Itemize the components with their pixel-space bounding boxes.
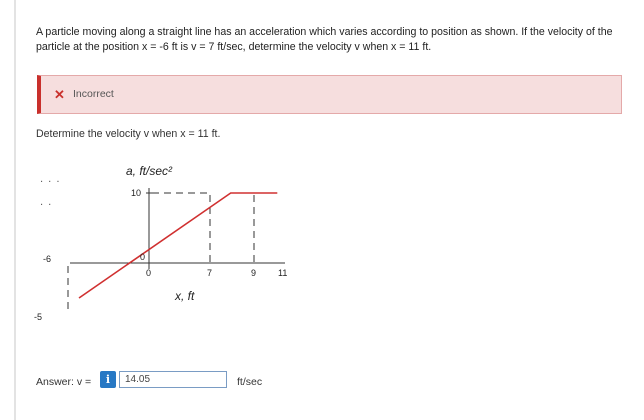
question-text: Determine the velocity v when x = 11 ft.: [36, 128, 221, 140]
incorrect-x-icon: ✕: [54, 87, 65, 102]
x-tick-11: 11: [278, 268, 288, 278]
y-tick-0: 0: [140, 252, 146, 262]
x-axis-label: x, ft: [175, 289, 195, 303]
problem-statement: A particle moving along a straight line has an acceleration which varies according to position as shown. If the velocity of the particle at the position x = -6 ft is v = 7 ft/sec, determine the velocity v when x = 11 ft.: [36, 26, 613, 53]
x-tick-0: 0: [146, 268, 152, 278]
info-icon[interactable]: i: [100, 371, 116, 388]
acceleration-series-line: [79, 193, 277, 298]
y-tick-10: 10: [131, 188, 142, 198]
dots-icon: ...: [40, 174, 65, 185]
left-border: [14, 0, 16, 420]
dots-icon-small: ..: [40, 197, 57, 208]
answer-label: Answer: v =: [36, 376, 92, 388]
feedback-banner: [37, 75, 622, 114]
x-tick-9: 9: [251, 268, 257, 278]
x-tick-7: 7: [207, 268, 213, 278]
answer-unit: ft/sec: [237, 376, 263, 388]
feedback-status: Incorrect: [73, 88, 114, 100]
x-tick-neg6: -6: [43, 254, 52, 264]
y-axis-label: a, ft/sec²: [126, 164, 173, 178]
acceleration-graph: [30, 150, 300, 325]
y-tick-neg5: -5: [34, 312, 43, 322]
velocity-answer-input[interactable]: [119, 371, 227, 388]
